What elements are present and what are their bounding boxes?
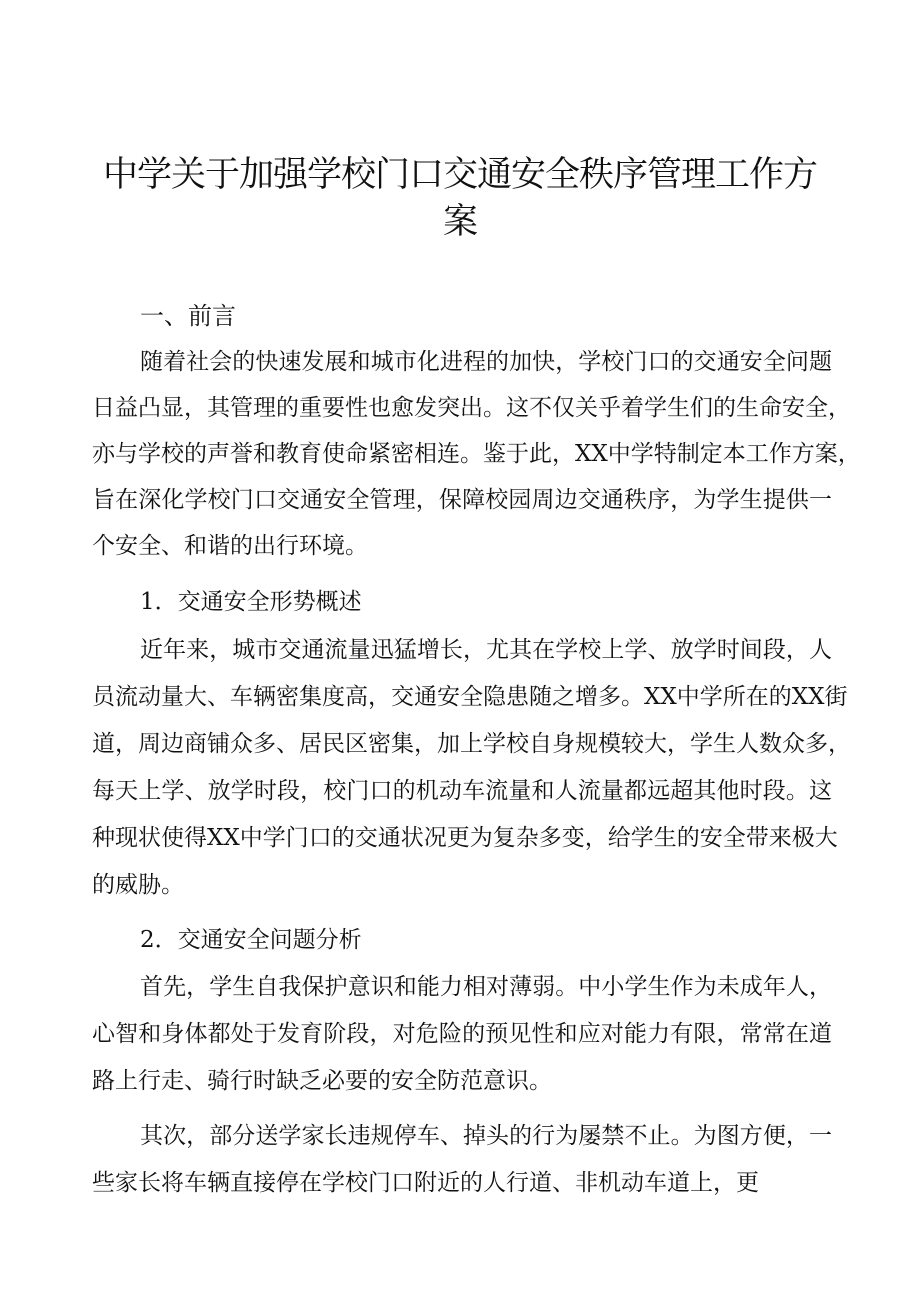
- paragraph-line: 种现状使得XX中学门口的交通状况更为复杂多变，给学生的安全带来极大: [92, 825, 838, 851]
- paragraph-line: 每天上学、放学时段，校门口的机动车流量和人流量都远超其他时段。这: [92, 778, 832, 804]
- paragraph-line: 首先，学生自我保护意识和能力相对薄弱。中小学生作为未成年人，: [140, 974, 832, 1000]
- subsection-heading-situation: 1．交通安全形势概述: [140, 589, 362, 615]
- paragraph-line: 的威胁。: [92, 872, 184, 898]
- paragraph-line: 旨在深化学校门口交通安全管理，保障校园周边交通秩序，为学生提供一: [92, 487, 832, 513]
- paragraph-line: 员流动量大、车辆密集度高，交通安全隐患随之增多。XX中学所在的XX街: [92, 684, 848, 710]
- paragraph-line: 心智和身体都处于发育阶段，对危险的预见性和应对能力有限，常常在道: [92, 1021, 832, 1047]
- paragraph-line: 些家长将车辆直接停在学校门口附近的人行道、非机动车道上，更: [92, 1170, 759, 1196]
- subsection-heading-analysis: 2．交通安全问题分析: [140, 927, 362, 953]
- section-heading-preface: 一、前言: [140, 302, 236, 330]
- paragraph-line: 其次，部分送学家长违规停车、掉头的行为屡禁不止。为图方便，一: [140, 1123, 832, 1149]
- document-title-line-2: 案: [442, 202, 477, 242]
- paragraph-line: 个安全、和谐的出行环境。: [92, 533, 368, 559]
- paragraph-line: 随着社会的快速发展和城市化进程的加快，学校门口的交通安全问题: [140, 349, 832, 375]
- paragraph-line: 近年来，城市交通流量迅猛增长，尤其在学校上学、放学时间段，人: [140, 637, 832, 663]
- paragraph-line: 亦与学校的声誉和教育使命紧密相连。鉴于此，XX中学特制定本工作方案，: [92, 441, 861, 467]
- paragraph-line: 道，周边商铺众多、居民区密集，加上学校自身规模较大，学生人数众多，: [92, 731, 851, 757]
- document-title-line-1: 中学关于加强学校门口交通安全秩序管理工作方: [102, 155, 817, 195]
- paragraph-line: 路上行走、骑行时缺乏必要的安全防范意识。: [92, 1068, 552, 1094]
- paragraph-line: 日益凸显，其管理的重要性也愈发突出。这不仅关乎着学生们的生命安全，: [92, 395, 851, 421]
